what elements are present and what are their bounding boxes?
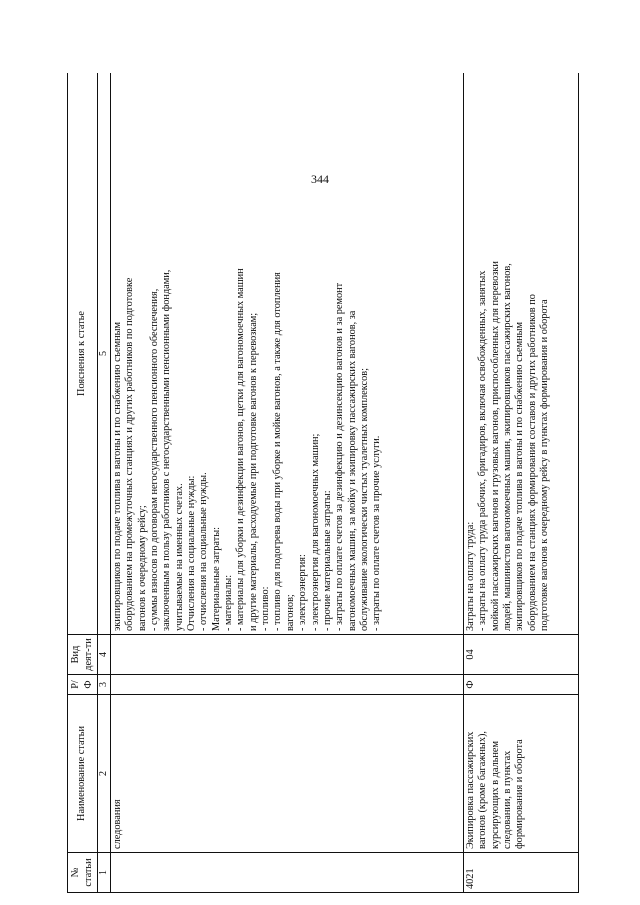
- explanation-line: Затраты на оплату труда:: [465, 521, 477, 631]
- explanation-line: оборудованием на промежуточных станциях и других работников по подготовке: [124, 277, 136, 631]
- explanation-line: - материалы для уборки и дезинфекции вагонов, щетки для вагономоечных машин: [235, 268, 247, 631]
- explanation-line: вагономоечных машин, за мойку и экипировку пассажирских вагонов, за: [346, 310, 358, 631]
- explanation-line: Отчисления на социальные нужды:: [186, 475, 198, 631]
- column-number: 2: [98, 695, 111, 853]
- activity-type-cell: 04: [464, 635, 579, 675]
- article-number-cell: 4021: [464, 853, 579, 893]
- table-row: [464, 73, 579, 893]
- rotated-table-area: [67, 73, 579, 893]
- rf-cell: Ф: [464, 675, 579, 695]
- explanation-line: экипировщиков по подаче топлива в вагоны и по снабжению съемным: [112, 321, 123, 631]
- explanation-line: - суммы взносов по договорам негосударственного пенсионного обеспечения,: [149, 288, 161, 631]
- explanation-line: - топливо для подогрева воды при уборке и мойке вагонов, а также для отопления: [272, 272, 284, 631]
- header-article-name: Наименование статьи: [68, 695, 98, 853]
- explanation-line: - материалы:: [223, 574, 235, 631]
- article-number-cell: [111, 853, 464, 893]
- explanation-line: - затраты по оплате счетов за прочие услуги.: [371, 435, 383, 631]
- header-rf: Р/ Ф: [68, 675, 98, 695]
- activity-type-cell: [111, 635, 464, 675]
- header-row: [68, 73, 98, 893]
- table-row: [111, 73, 464, 893]
- header-activity-type: Вид деят-ти: [68, 635, 98, 675]
- explanation-line: - топливо:: [260, 586, 272, 631]
- explanation-line: людей, машинистов вагономоечных машин, экипировщиков пассажирских вагонов,: [502, 263, 514, 631]
- column-number: 5: [98, 73, 111, 635]
- explanation-line: вагонов;: [284, 594, 296, 631]
- explanation-line: - отчисления на социальные нужды.: [198, 472, 210, 631]
- explanation-line: обслуживание экологически чистых туалетных комплексов;: [358, 368, 370, 631]
- explanation-cell: [464, 73, 579, 635]
- explanation-line: - затраты по оплате счетов за дезинфекцию и дезинсекцию вагонов и за ремонт: [334, 282, 346, 631]
- header-article-number: № статьи: [68, 853, 98, 893]
- explanation-line: - электроэнергия:: [297, 554, 309, 631]
- column-number: 1: [98, 853, 111, 893]
- header-explanation: Пояснения к статье: [68, 73, 98, 635]
- expense-articles-table: [67, 73, 579, 893]
- explanation-line: - прочие материальные затраты:: [321, 490, 333, 631]
- rotated-page-content: [67, 73, 579, 893]
- explanation-line: - электроэнергия для вагономоечных машин;: [309, 433, 321, 631]
- explanation-line: экипировщиков по подаче топлива в вагоны и по снабжению съемным: [514, 321, 526, 631]
- rf-cell: [111, 675, 464, 695]
- article-name-cell: следования: [111, 695, 464, 853]
- explanation-line: учитываемые на именных счетах.: [173, 483, 185, 631]
- column-number-row: [98, 73, 111, 893]
- explanation-line: мойкой пассажирских вагонов и грузовых вагонов, приспособленных для перевозки: [489, 261, 501, 631]
- explanation-line: и другие материалы, расходуемые при подготовке вагонов к перевозкам;: [247, 312, 259, 631]
- explanation-line: вагонов к очередному рейсу;: [136, 505, 148, 631]
- column-number: 3: [98, 675, 111, 695]
- explanation-line: - затраты на оплату труда рабочих, бригадиров, включая освобожденных, занятых: [477, 270, 489, 631]
- explanation-cell: [111, 73, 464, 635]
- explanation-line: оборудованием на станциях формирования составов и других работников по: [526, 294, 538, 631]
- page-number: 344: [311, 172, 329, 186]
- column-number: 4: [98, 635, 111, 675]
- explanation-line: Материальные затраты:: [210, 527, 222, 631]
- explanation-line: подготовке вагонов к очередному рейсу в пунктах формирования и оборота: [539, 299, 551, 631]
- article-name-cell: Экипировка пассажирских вагонов (кроме багажных), курсирующих в дальнем следовании, в пунктах формирования и оборота: [464, 695, 579, 853]
- explanation-line: заключенным в пользу работников с негосударственными пенсионными фондами,: [161, 269, 173, 631]
